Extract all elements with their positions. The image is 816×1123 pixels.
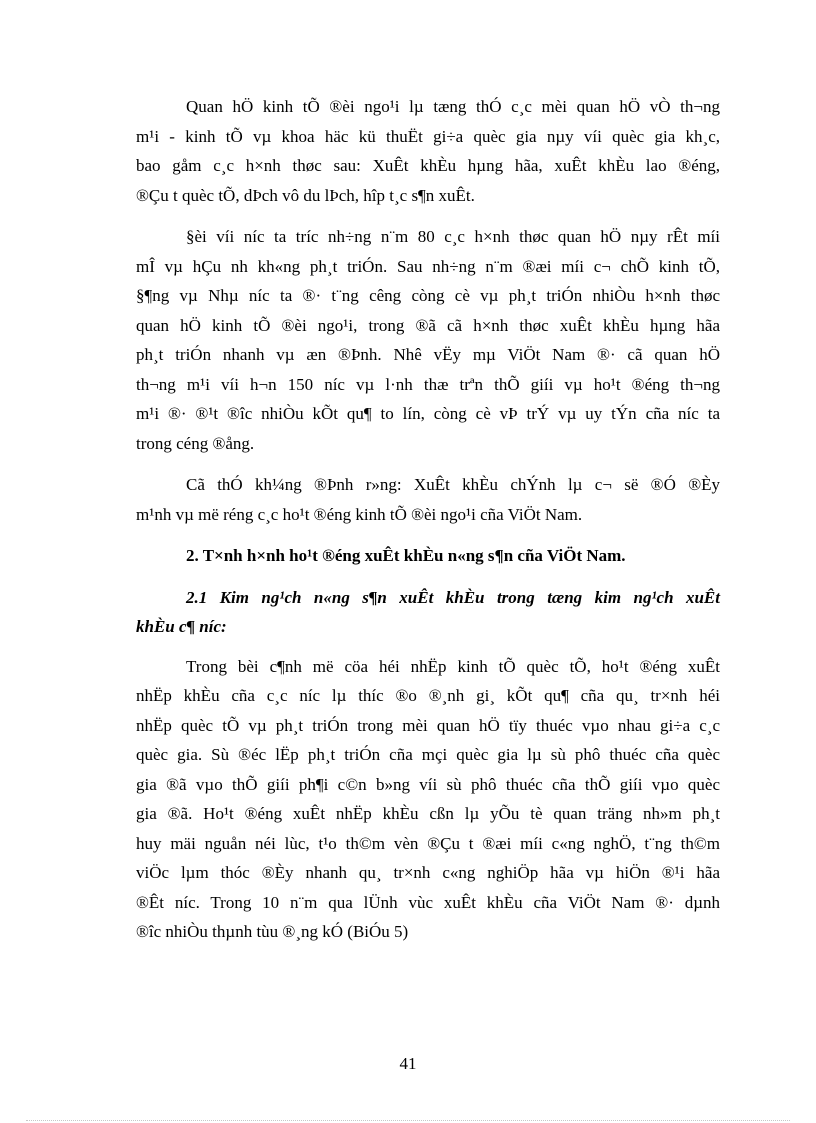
text-line: m¹i - kinh tÕ vµ khoa häc kü thuËt gi÷a quèc gia nµy víi quèc gia kh¸c, [136,126,720,146]
text-line: ®Çu t quèc tÕ, dÞch vô du lÞch, hîp t¸c s¶n xuÊt. [136,185,475,205]
page-content [136,92,720,959]
subsection-heading [136,583,720,642]
text-line: m¹i ®· ®¹t ®îc nhiÒu kÕt qu¶ to lín, còng cè vÞ trÝ vµ uy tÝn cña níc ta [136,404,720,423]
subheading-line: khÈu c¶ níc: [136,617,227,636]
text-line: ®Êt níc. Trong 10 n¨m qua lÜnh vùc xuÊt khÈu cña ViÖt Nam ®· dµnh [136,892,720,912]
text-line: nhËp quèc tÕ vµ ph¸t triÓn trong mèi quan hÖ tïy thuéc vµo nhau gi÷a c¸c [136,715,720,735]
text-line: §èi víi níc ta tríc nh÷ng n¨m 80 c¸c h×nh thøc quan hÖ nµy rÊt míi [186,227,720,246]
text-line: nhËp khÈu cña c¸c níc lµ thíc ®o ®¸nh gi¸ kÕt qu¶ cña qu¸ tr×nh héi [136,686,720,705]
text-line: huy mäi nguån néi lùc, t¹o th©m vèn ®Çu t ®æi míi c«ng nghÖ, t¨ng th©m [136,833,720,853]
text-line: bao gåm c¸c h×nh thøc sau: XuÊt khÈu hµng hãa, xuÊt khÈu lao ®éng, [136,156,720,175]
text-line: mÎ vµ hÇu nh kh«ng ph¸t triÓn. Sau nh÷ng n¨m ®æi míi c¬ chÕ kinh tÕ, [136,256,720,276]
text-line: gia ®ã. Ho¹t ®éng xuÊt nhËp khÈu cßn lµ yÕu tè quan träng nh»m ph¸t [136,804,720,823]
subheading-line: 2.1 Kim ng¹ch n«ng s¶n xuÊt khÈu trong tæng kim ng¹ch xuÊt [186,587,720,607]
text-line: ®îc nhiÒu thµnh tùu ®¸ng kÓ (BiÓu 5) [136,922,409,941]
text-line: th¬ng m¹i víi h¬n 150 níc vµ l·nh thæ trªn thÕ giíi vµ ho¹t ®éng th¬ng [136,374,720,394]
text-line: Cã thÓ kh¼ng ®Þnh r»ng: XuÊt khÈu chÝnh lµ c¬ së ®Ó ®Èy [186,475,720,494]
page-bottom-divider [26,1120,790,1121]
text-line: gia ®ã vµo thÕ giíi ph¶i c©n b»ng víi sù phô thuéc cña thÕ giíi vµo quèc [136,774,720,794]
text-line: ph¸t triÓn nhanh vµ æn ®Þnh. Nhê vËy mµ ViÖt Nam ®· cã quan hÖ [136,345,720,364]
text-line: quèc gia. Sù ®éc lËp ph¸t triÓn cña mçi quèc gia lµ sù phô thuéc cña quèc [136,745,720,764]
text-line: Quan hÖ kinh tÕ ®èi ngo¹i lµ tæng thÓ c¸c mèi quan hÖ vÒ th¬ng [186,97,720,116]
text-line: trong céng ®ång. [136,433,255,453]
paragraph-1 [136,92,720,210]
text-line: viÖc lµm thóc ®Èy nhanh qu¸ tr×nh c«ng nghiÖp hãa vµ hiÖn ®¹i hãa [136,863,720,882]
paragraph-4 [136,652,720,947]
text-line: m¹nh vµ më réng c¸c ho¹t ®éng kinh tÕ ®èi ngo¹i cña ViÖt Nam. [136,504,583,524]
paragraph-3 [136,470,720,529]
page-number: 41 [399,1054,417,1073]
text-line: quan hÖ kinh tÕ ®èi ngo¹i, trong ®ã cã h×nh thøc xuÊt khÈu hµng hãa [136,315,720,335]
paragraph-2 [136,222,720,458]
section-heading: 2. T×nh h×nh ho¹t ®éng xuÊt khÈu n«ng s¶n cña ViÖt Nam. [186,546,626,565]
text-line: Trong bèi c¶nh më cöa héi nhËp kinh tÕ quèc tÕ, ho¹t ®éng xuÊt [186,656,720,676]
text-line: §¶ng vµ Nhµ níc ta ®· t¨ng cêng còng cè vµ ph¸t triÓn nhiÒu h×nh thøc [136,286,720,305]
